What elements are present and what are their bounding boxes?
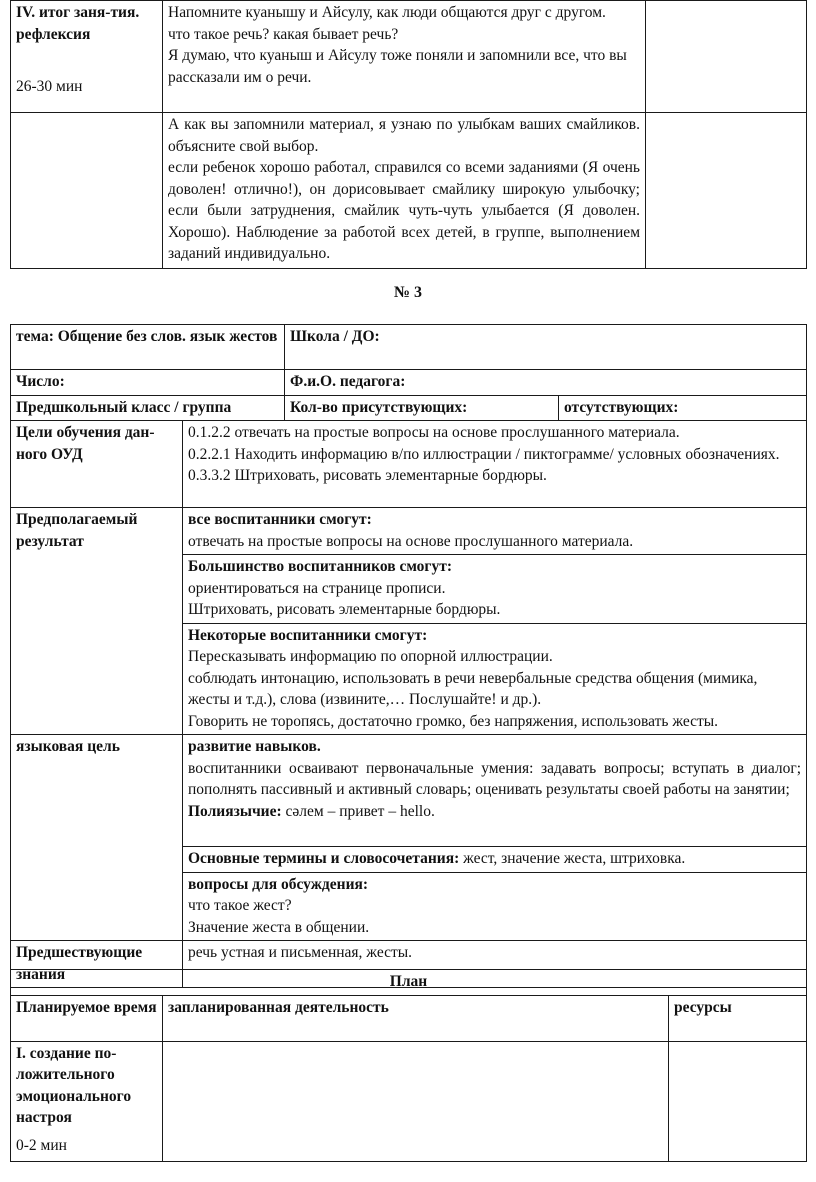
stage-time: 26-30 мин	[16, 78, 83, 95]
stage1-time: 0-2 мин	[16, 1136, 67, 1154]
reflection-line: что такое речь? какая бывает речь?	[168, 25, 399, 43]
language-goal-text: воспитанники осваивают первоначальные умения: задавать вопросы; вступать в диалог; пополнять пассивный и активный словарь; оценивать результаты своей работы на занятии;	[188, 759, 802, 798]
prior-knowledge-text: речь устная и письменная, жесты.	[183, 941, 807, 988]
polylingual-label: Полиязычие:	[188, 802, 282, 820]
reflection-line: Напомните куанышу и Айсулу, как люди общаются друг с другом.	[168, 4, 606, 21]
goals-label: Цели обучения дан-ного ОУД	[11, 421, 183, 508]
some-children-line: Пересказывать информацию по опорной иллюстрации.	[188, 648, 553, 665]
present-cell: Кол-во присутствующих:	[285, 395, 559, 421]
empty-resources-cell	[646, 1, 807, 113]
some-children-line: соблюдать интонацию, использовать в речи невербальные средства общения (мимика, жесты и т.д.), слова (извините,… Послушайте! и др.).	[188, 669, 758, 708]
assessment-line: если ребенок хорошо работал, справился со всеми заданиями (Я очень доволен! отлично!), он дорисовывает смайлику широкую улыбочку; если были затруднения, смайлик чуть-чуть улыбается (Я доволен. Хорошо). Наблюдение за работой всех детей, в группе, выполнением заданий индивидуально.	[168, 159, 640, 262]
plan-table	[10, 969, 807, 1162]
plan-title: План	[11, 970, 807, 996]
lesson-plan-table	[10, 324, 807, 988]
section-number: № 3	[393, 284, 423, 301]
stage1-cell	[11, 1041, 163, 1161]
discussion-question: что такое жест?	[188, 897, 292, 914]
language-goal-cell	[183, 735, 807, 847]
some-children-cell	[183, 623, 807, 735]
assessment-text-cell	[163, 113, 646, 269]
reflection-text-cell	[163, 1, 646, 113]
goal-item: 0.3.3.2 Штриховать, рисовать элементарные бордюры.	[188, 467, 547, 484]
key-terms-label: Основные термины и словосочетания:	[188, 850, 460, 867]
most-children-line: ориентироваться на странице прописи.	[188, 579, 446, 597]
polylingual-text: сәлем – привет – hello.	[281, 802, 435, 820]
absent-cell: отсутствующих:	[559, 395, 807, 421]
teacher-cell: Ф.и.О. педагога:	[285, 370, 807, 396]
all-children-title: все воспитанники смогут:	[188, 511, 372, 528]
assessment-line: А как вы запомнили материал, я узнаю по улыбкам ваших смайликов. объясните свой выбор.	[168, 116, 640, 155]
language-goal-label: языковая цель	[11, 735, 183, 941]
prior-knowledge-label: Предшествующие знания	[11, 941, 183, 988]
stage-cell	[11, 1, 163, 113]
most-children-line: Штриховать, рисовать элементарные бордюры.	[188, 601, 501, 618]
goal-item: 0.1.2.2 отвечать на простые вопросы на основе прослушанного материала.	[188, 424, 680, 441]
discussion-questions-cell	[183, 872, 807, 941]
stage1-activity-cell	[163, 1041, 669, 1161]
key-terms-text: жест, значение жеста, штриховка.	[459, 850, 686, 867]
discussion-question: Значение жеста в общении.	[188, 918, 370, 936]
stage1-resources-cell	[669, 1041, 807, 1161]
goal-item: 0.2.2.1 Находить информацию в/по иллюстрации / пиктограмме/ условных обозначениях.	[188, 445, 780, 463]
column-header-resources: ресурсы	[669, 995, 807, 1041]
school-cell: Школа / ДО:	[285, 325, 807, 370]
topic-cell: тема: Общение без слов. язык жестов	[11, 325, 285, 370]
some-children-title: Некоторые воспитанники смогут:	[188, 626, 428, 644]
expected-label: Предполагаемый результат	[11, 508, 183, 735]
stage1-title: I. создание по-ложительного эмоционального настроя	[16, 1044, 132, 1126]
key-terms-cell	[183, 847, 807, 873]
group-cell: Предшкольный класс / группа	[11, 395, 285, 421]
reflection-line: Я думаю, что куаныш и Айсулу тоже поняли и запомнили все, что вы рассказали им о речи.	[168, 47, 627, 86]
reflection-table	[10, 0, 807, 269]
most-children-title: Большинство воспитанников смогут:	[188, 558, 452, 575]
empty-resources-cell	[646, 113, 807, 269]
language-goal-title: развитие навыков.	[188, 738, 321, 755]
date-cell: Число:	[11, 370, 285, 396]
some-children-line: Говорить не торопясь, достаточно громко, без напряжения, использовать жесты.	[188, 712, 719, 730]
goals-cell	[183, 421, 807, 508]
all-children-line: отвечать на простые вопросы на основе прослушанного материала.	[188, 532, 634, 550]
empty-stage-cell	[11, 113, 163, 269]
column-header-activity: запланированная деятельность	[163, 995, 669, 1041]
column-header-time: Планируемое время	[11, 995, 163, 1041]
most-children-cell	[183, 555, 807, 624]
discussion-questions-title: вопросы для обсуждения:	[188, 875, 369, 893]
all-children-cell	[183, 508, 807, 555]
stage-title: IV. итог заня-тия. рефлексия	[16, 4, 140, 43]
